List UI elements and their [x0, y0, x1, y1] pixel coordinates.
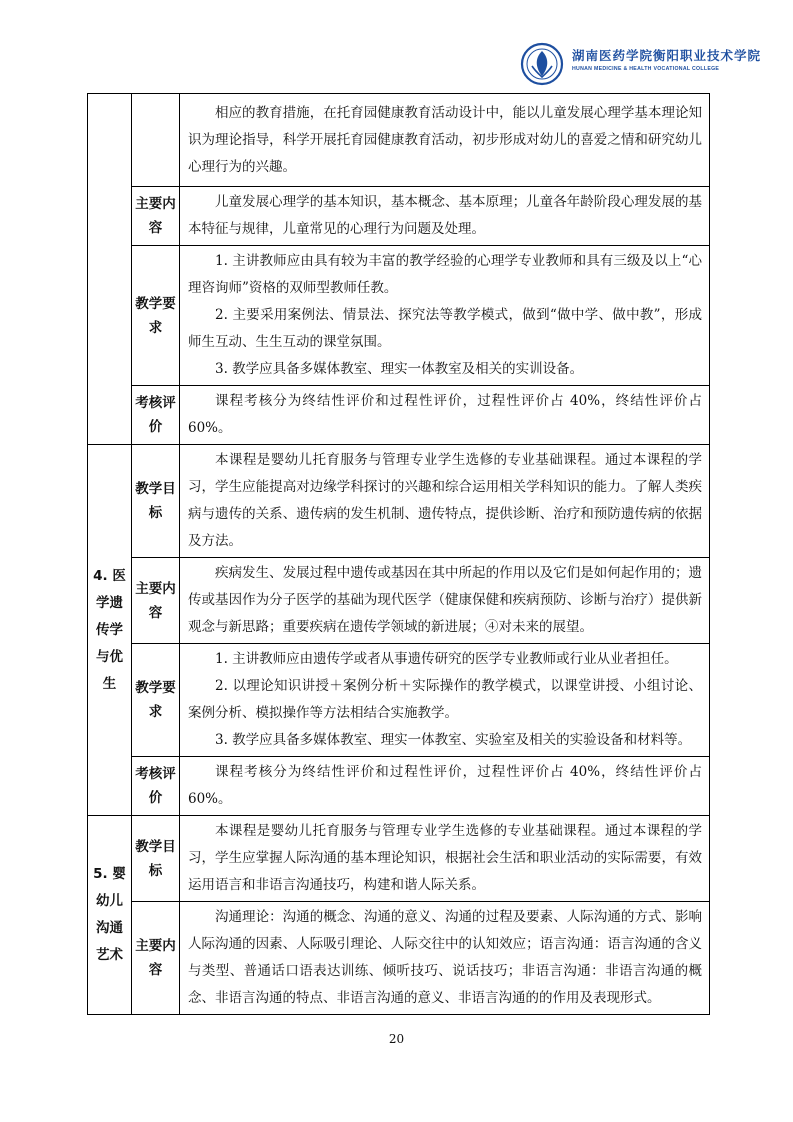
requirement-item: 3. 教学应具备多媒体教室、理实一体教室、实验室及相关的实验设备和材料等。: [215, 732, 692, 748]
requirement-item: 1. 主讲教师应由遗传学或者从事遗传研究的医学专业教师或行业从业者担任。: [215, 651, 678, 667]
table-row: [88, 644, 710, 757]
requirement-content: [180, 644, 710, 757]
main-content: 沟通理论：沟通的概念、沟通的意义、沟通的过程及要素、人际沟通的方式、影响人际沟通的因素、人际吸引理论、人际交往中的认知效应；语言沟通：语言沟通的含义与类型、普通话口语表达训练、倾听技巧、说话技巧；非语言沟通：非语言沟通的概念、非语言沟通的特点、非语言沟通的意义、非语言沟通的的作用及表现形式。: [180, 902, 710, 1015]
category-label: 主要内容: [132, 902, 180, 1015]
table-row: [88, 757, 710, 816]
curriculum-table: [87, 93, 710, 1015]
course-name: 5. 婴幼儿沟通艺术: [88, 816, 132, 1015]
table-row: [88, 94, 710, 187]
school-logo: [520, 42, 762, 86]
table-row: [88, 558, 710, 644]
goal-content: 本课程是婴幼儿托育服务与管理专业学生选修的专业基础课程。通过本课程的学习，学生应掌握人际沟通的基本理论知识，根据社会生活和职业活动的实际需要，有效运用语言和非语言沟通技巧，构建和谐人际关系。: [180, 816, 710, 902]
requirement-item: 2. 以理论知识讲授＋案例分析＋实际操作的教学模式，以课堂讲授、小组讨论、案例分析、模拟操作等方法相结合实施教学。: [188, 678, 702, 721]
category-label: 教学目标: [132, 445, 180, 558]
table-row: [88, 187, 710, 246]
evaluation-content: 课程考核分为终结性评价和过程性评价，过程性评价占 40%，终结性评价占 60%。: [180, 386, 710, 445]
goal-content: 相应的教育措施，在托育园健康教育活动设计中，能以儿童发展心理学基本理论知识为理论指导，科学开展托育园健康教育活动，初步形成对幼儿的喜爱之情和研究幼儿心理行为的兴趣。: [180, 94, 710, 187]
category-label: 主要内容: [132, 187, 180, 246]
school-emblem-icon: [520, 42, 564, 86]
table-row: [88, 246, 710, 386]
evaluation-content: 课程考核分为终结性评价和过程性评价，过程性评价占 40%，终结性评价占 60%。: [180, 757, 710, 816]
category-label: 主要内容: [132, 558, 180, 644]
school-name-cn: 湖南医药学院衡阳职业技术学院: [572, 48, 762, 63]
table-row: [88, 445, 710, 558]
requirement-item: 1. 主讲教师应由具有较为丰富的教学经验的心理学专业教师和具有三级及以上“心理咨询师”资格的双师型教师任教。: [188, 253, 702, 296]
goal-content: 本课程是婴幼儿托育服务与管理专业学生选修的专业基础课程。通过本课程的学习，学生应能提高对边缘学科探讨的兴趣和综合运用相关学科知识的能力。了解人类疾病与遗传的关系、遗传病的发生机制、遗传特点，提供诊断、治疗和预防遗传病的依据及方法。: [180, 445, 710, 558]
category-label: 教学目标: [132, 816, 180, 902]
requirement-item: 2. 主要采用案例法、情景法、探究法等教学模式，做到“做中学、做中教”，形成师生互动、生生互动的课堂氛围。: [188, 307, 702, 350]
main-content: 疾病发生、发展过程中遗传或基因在其中所起的作用以及它们是如何起作用的；遗传或基因作为分子医学的基础为现代医学（健康保健和疾病预防、诊断与治疗）提供新观念与新思路；重要疾病在遗传学领域的新进展；④对未来的展望。: [180, 558, 710, 644]
category-label: 考核评价: [132, 757, 180, 816]
page-number: 20: [388, 1032, 405, 1046]
category-label: 教学要求: [132, 246, 180, 386]
requirement-content: [180, 246, 710, 386]
requirement-item: 3. 教学应具备多媒体教室、理实一体教室及相关的实训设备。: [215, 361, 584, 377]
course-name-cell: [88, 94, 132, 445]
category-cell: [132, 94, 180, 187]
table-row: [88, 816, 710, 902]
table-row: [88, 902, 710, 1015]
table-row: [88, 386, 710, 445]
main-content: 儿童发展心理学的基本知识，基本概念、基本原理；儿童各年龄阶段心理发展的基本特征与规律，儿童常见的心理行为问题及处理。: [180, 187, 710, 246]
category-label: 考核评价: [132, 386, 180, 445]
course-name: 4. 医学遗传学与优生: [88, 445, 132, 816]
category-label: 教学要求: [132, 644, 180, 757]
school-name-en: HUNAN MEDICINE & HEALTH VOCATIONAL COLLEGE: [572, 66, 720, 72]
